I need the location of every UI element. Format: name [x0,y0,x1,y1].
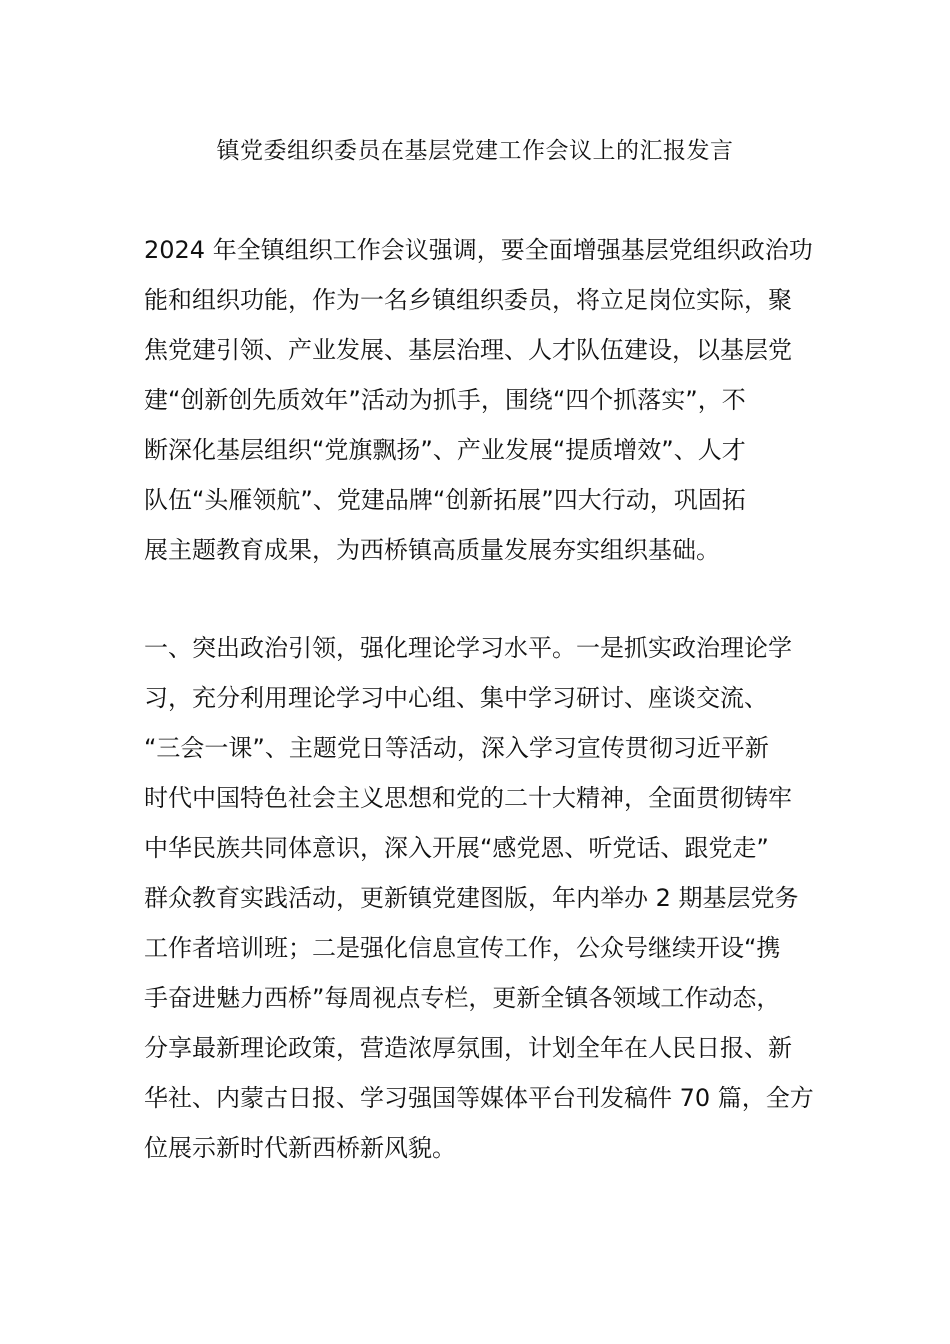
text-line: 展主题教育成果，为西桥镇高质量发展夯实组织基础。 [144,536,720,564]
text-line: 群众教育实践活动，更新镇党建图版，年内举办 2 期基层党务 [144,884,799,912]
text-line: 能和组织功能，作为一名乡镇组织委员，将立足岗位实际，聚 [144,286,792,314]
text-line: 时代中国特色社会主义思想和党的二十大精神，全面贯彻铸牢 [144,784,792,812]
text-line: 焦党建引领、产业发展、基层治理、人才队伍建设，以基层党 [144,336,792,364]
text-line: 华社、内蒙古日报、学习强国等媒体平台刊发稿件 70 篇，全方 [144,1084,814,1112]
text-line: 手奋进魅力西桥”每周视点专栏，更新全镇各领域工作动态， [144,984,781,1012]
intro-paragraph [144,225,813,575]
text-line: “三会一课”、主题党日等活动，深入学习宣传贯彻习近平新 [144,734,769,762]
text-line: 中华民族共同体意识，深入开展“感党恩、听党话、跟党走” [144,834,769,862]
text-line: 2024 年全镇组织工作会议强调，要全面增强基层党组织政治功 [144,236,813,264]
text-line: 断深化基层组织“党旗飘扬”、产业发展“提质增效”、人才 [144,436,746,464]
text-line: 一、突出政治引领，强化理论学习水平。一是抓实政治理论学 [144,634,792,662]
text-line: 分享最新理论政策，营造浓厚氛围，计划全年在人民日报、新 [144,1034,792,1062]
text-line: 习，充分利用理论学习中心组、集中学习研讨、座谈交流、 [144,684,768,712]
document-title: 镇党委组织委员在基层党建工作会议上的汇报发言 [216,138,734,164]
text-line: 工作者培训班；二是强化信息宣传工作，公众号继续开设“携 [144,934,781,962]
text-line: 建“创新创先质效年”活动为抓手，围绕“四个抓落实”，不 [144,386,746,414]
section-one-paragraph [144,623,814,1173]
text-line: 队伍“头雁领航”、党建品牌“创新拓展”四大行动，巩固拓 [144,486,746,514]
text-line: 位展示新时代新西桥新风貌。 [144,1134,456,1162]
